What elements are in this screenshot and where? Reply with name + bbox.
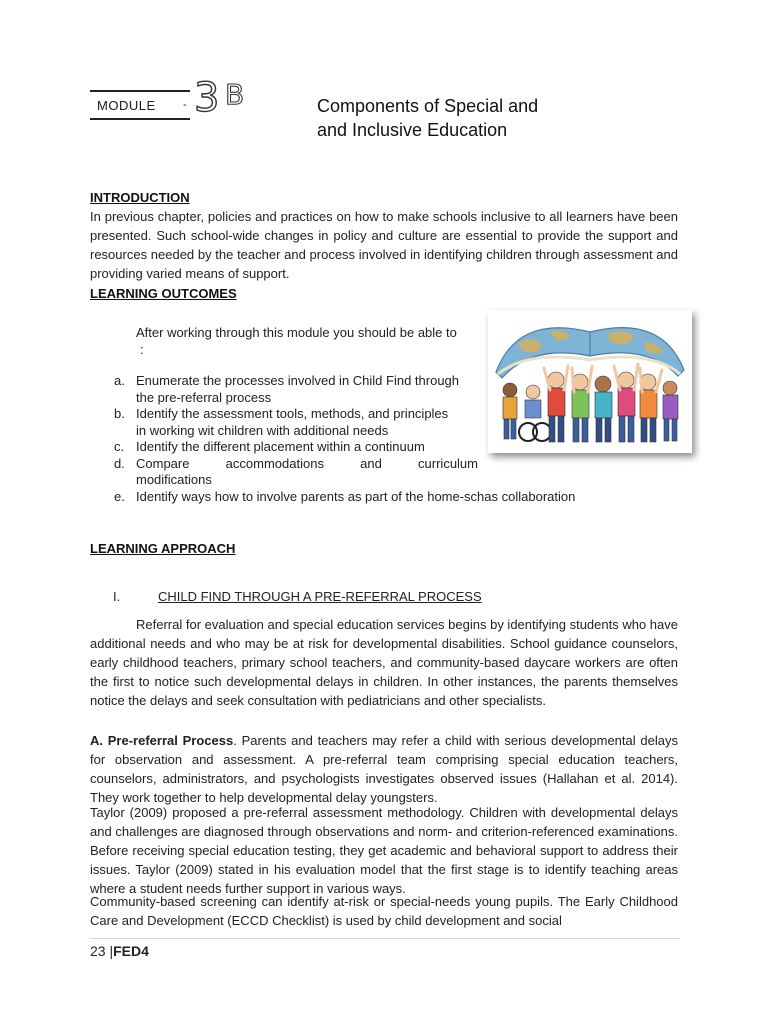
- section-numeral: I.: [113, 589, 121, 604]
- section-heading: CHILD FIND THROUGH A PRE-REFERRAL PROCESS: [158, 589, 482, 604]
- module-number: 3: [194, 75, 219, 121]
- course-code: FED4: [113, 943, 149, 959]
- introduction-text: In previous chapter, policies and practices on how to make schools inclusive to all learners have been presented. Such school-wide changes in policy and culture are essential to provide the support and resources needed by the teacher and process involved in identifying children through assessment and providing varied means of support.: [90, 209, 678, 281]
- module-bottom-rule: [90, 118, 190, 120]
- list-item-text-cont: the pre-referral process: [136, 389, 272, 405]
- list-item-text: Identify the different placement within a continuum: [136, 439, 425, 454]
- learning-outcomes-heading: LEARNING OUTCOMES: [90, 286, 237, 301]
- list-item: [90, 456, 620, 489]
- outcomes-intro-line2: :: [140, 342, 144, 357]
- pre-referral-text: . Parents and teachers may refer a child with serious developmental delays for observation and assessment. A pre-referral team comprising special education teachers, counselors, administrators, and psychologists investigates observed issues (Hallahan et al. 2014). They work together to help developmental delay youngsters.: [90, 733, 678, 805]
- list-item-text: Compare accommodations and curriculum: [136, 455, 478, 471]
- list-marker: e.: [114, 488, 125, 504]
- section-paragraph-4: Community-based screening can identify at-risk or special-needs young pupils. The Early Childhood Care and Development (ECCD Checklist) is used by child development and social: [90, 894, 678, 928]
- outcomes-intro-line1: After working through this module you should be able to: [136, 325, 457, 340]
- list-marker: d.: [114, 455, 125, 471]
- module-top-rule: [90, 90, 190, 92]
- list-item-text: Enumerate the processes involved in Child Find through: [136, 373, 460, 388]
- list-item-text-cont: in working wit children with additional needs: [136, 422, 389, 438]
- introduction-heading: INTRODUCTION: [90, 190, 190, 205]
- section-paragraph-3: Taylor (2009) proposed a pre-referral assessment methodology. Children with developmental delays and challenges are diagnosed through observations and norm- and criterion-referenced examinations. Before receiving special education testing, they get academic and behavioral support to address their issues. Taylor (2009) stated in his evaluation model that the first stage is to identify teaching areas where a student needs further support in various ways.: [90, 805, 678, 896]
- outcomes-intro: [136, 324, 457, 358]
- module-label: MODULE: [97, 98, 156, 113]
- list-item-text: Identify ways how to involve parents as part of the home-schas collaboration: [136, 488, 576, 504]
- list-item-text: Identify the assessment tools, methods, and principles: [136, 406, 449, 421]
- module-title-line2: and Inclusive Education: [317, 120, 508, 140]
- pre-referral-heading: A. Pre-referral Process: [90, 733, 234, 748]
- module-title: [317, 94, 538, 142]
- list-marker: c.: [114, 439, 125, 454]
- inclusive-children-illustration: [488, 310, 692, 453]
- list-item-text-cont: modifications: [136, 472, 212, 487]
- children-globe-book-image: [488, 310, 692, 453]
- page-footer: [90, 943, 149, 959]
- list-item: [90, 489, 620, 506]
- module-dash: -: [183, 99, 187, 111]
- section-paragraph-1: Referral for evaluation and special education services begins by identifying students who have additional needs and who may be at risk for developmental disabilities. School guidance counselors, early childhood teachers, primary school teachers, and community-based daycare workers are often the first to notice such developmental delays in children. In other instances, the parents themselves notice the delays and seek consultation with pediatricians and other specialists.: [90, 617, 678, 708]
- footer-rule: [90, 938, 680, 939]
- module-letter: B: [225, 78, 245, 111]
- list-marker: a.: [114, 373, 125, 388]
- list-marker: b.: [114, 406, 125, 421]
- learning-approach-heading: LEARNING APPROACH: [90, 541, 236, 556]
- section-paragraph-2: [90, 731, 678, 807]
- module-title-line1: Components of Special and: [317, 96, 539, 116]
- page-number: 23 |: [90, 943, 114, 959]
